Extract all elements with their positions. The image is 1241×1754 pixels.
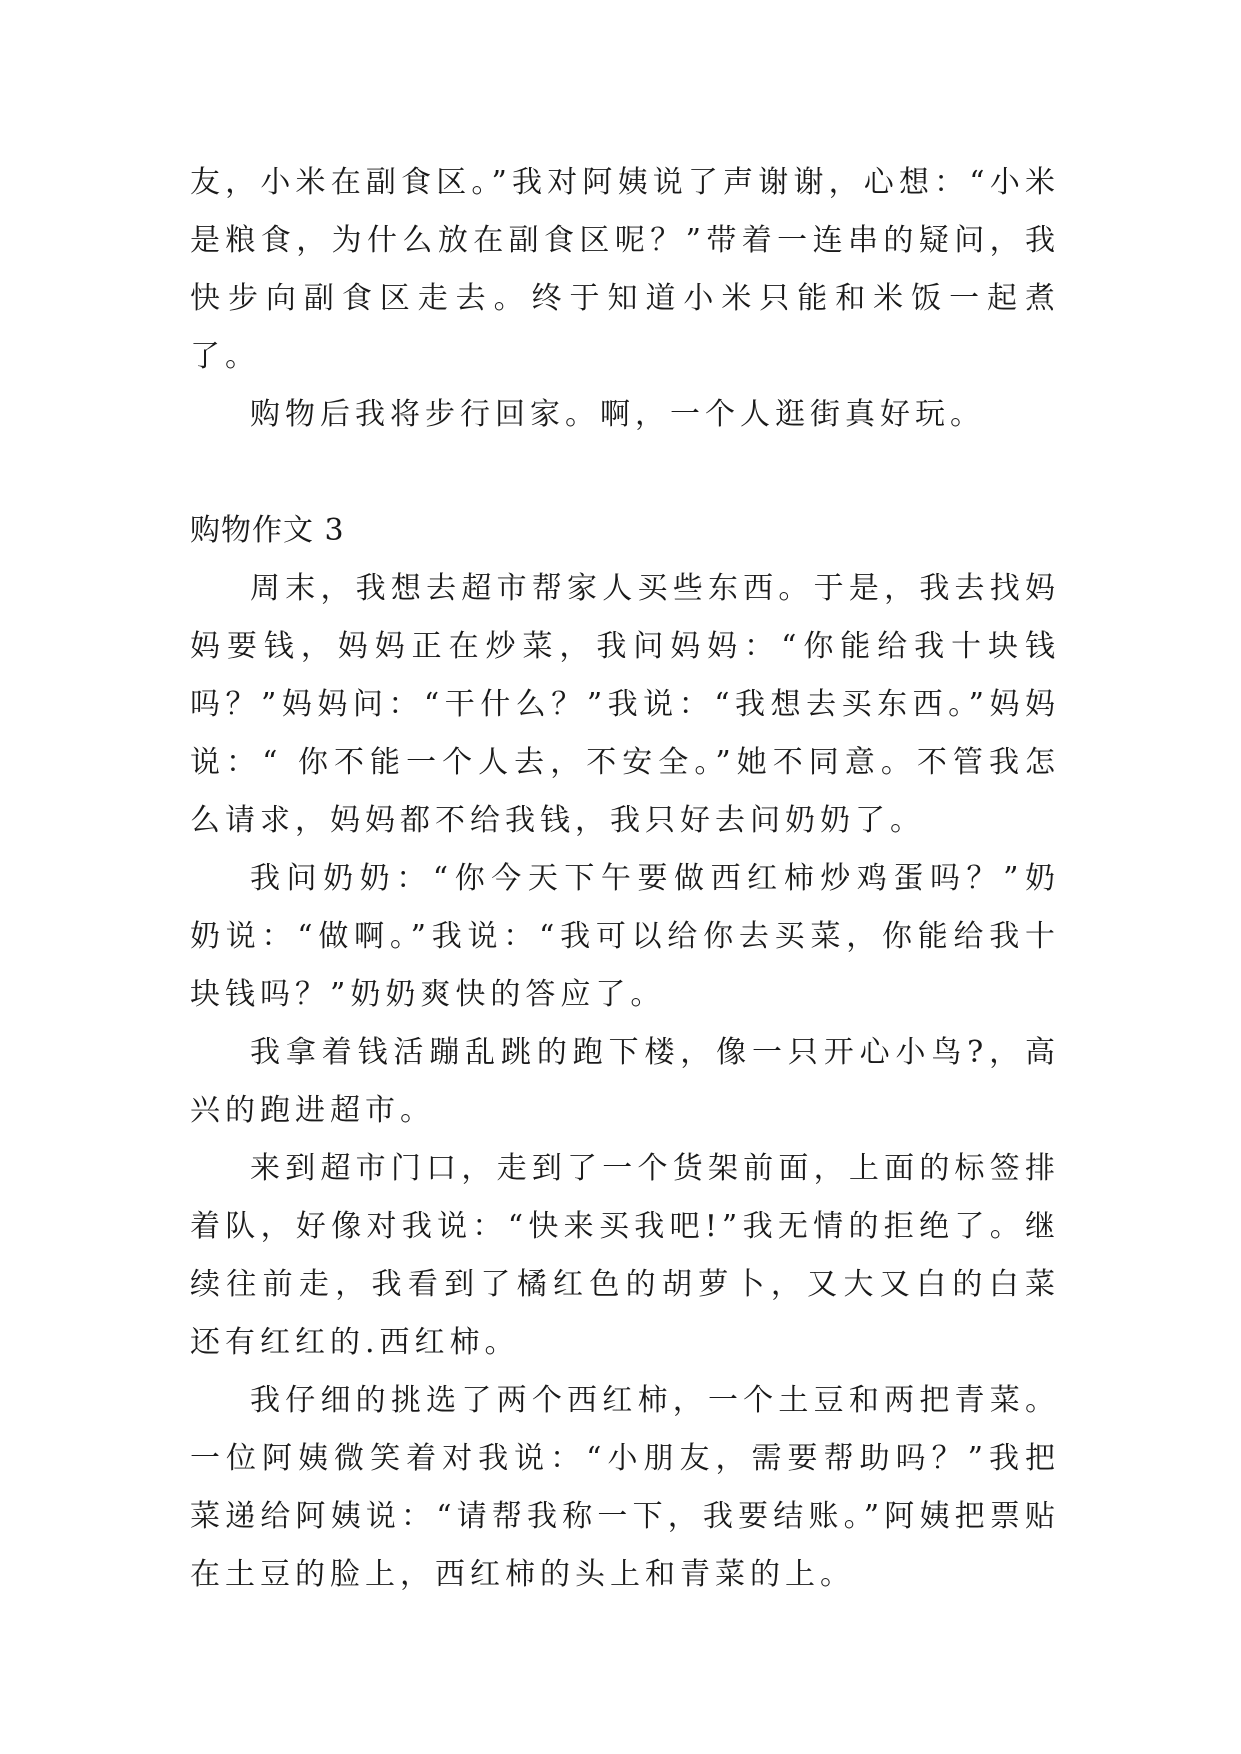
- paragraph: 我拿着钱活蹦乱跳的跑下楼，像一只开心小鸟?，高兴的跑进超市。: [190, 1035, 1060, 1128]
- section-spacer: [190, 444, 1060, 502]
- paragraph: 我问奶奶：“你今天下午要做西红柿炒鸡蛋吗？”奶奶说：“做啊。”我说：“我可以给你去买菜，你能给我十块钱吗？”奶奶爽快的答应了。: [190, 861, 1060, 1012]
- paragraph: 我仔细的挑选了两个西红柿，一个土豆和两把青菜。一位阿姨微笑着对我说：“小朋友，需要帮助吗？”我把菜递给阿姨说：“请帮我称一下，我要结账。”阿姨把票贴在土豆的脸上，西红柿的头上和青菜的上。: [190, 1383, 1060, 1592]
- section-title: 购物作文 3: [190, 513, 345, 548]
- paragraph-continued: 友，小米在副食区。”我对阿姨说了声谢谢，心想：“小米是粮食，为什么放在副食区呢？”带着一连串的疑问，我快步向副食区走去。终于知道小米只能和米饭一起煮了。: [190, 165, 1060, 374]
- paragraph: 周末，我想去超市帮家人买些东西。于是，我去找妈妈要钱，妈妈正在炒菜，我问妈妈：“你能给我十块钱吗？”妈妈问：“干什么？”我说：“我想去买东西。”妈妈说：“ 你不能一个人去，不安全。”她不同意。不管我怎么请求，妈妈都不给我钱，我只好去问奶奶了。: [190, 571, 1060, 838]
- paragraph: 来到超市门口，走到了一个货架前面，上面的标签排着队，好像对我说：“快来买我吧!”我无情的拒绝了。继续往前走，我看到了橘红色的胡萝卜，又大又白的白菜还有红红的.西红柿。: [190, 1151, 1060, 1360]
- document-body: [190, 154, 1060, 1604]
- paragraph-closing: 购物后我将步行回家。啊，一个人逛街真好玩。: [250, 397, 985, 432]
